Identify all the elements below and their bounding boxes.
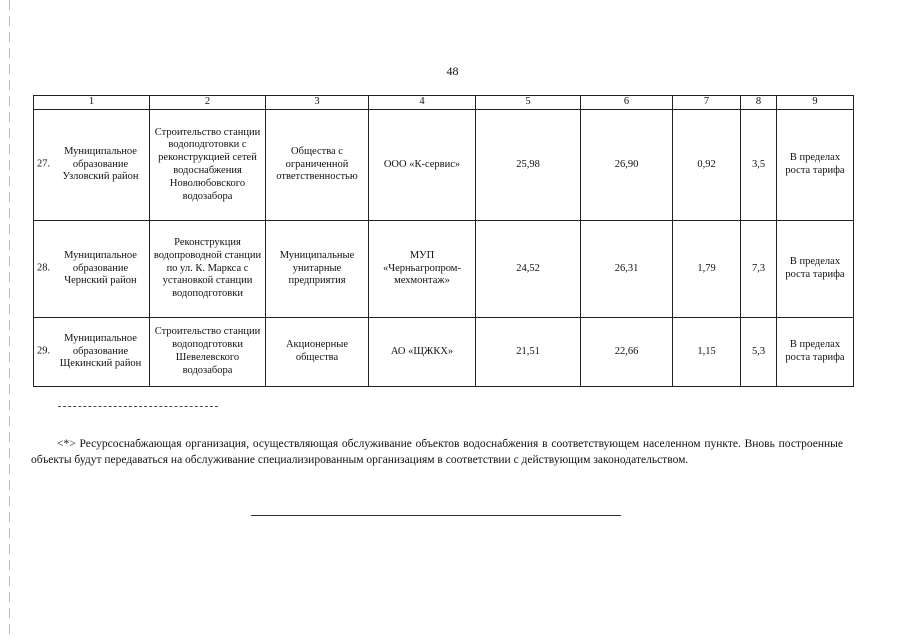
district-name: Муниципальное образование Щекинский район [59,332,142,370]
column-number: 8 [741,96,777,110]
column-number: 5 [476,96,581,110]
value-cell: 1,79 [673,221,741,318]
column-number: 1 [34,96,150,110]
org-form-cell: Муниципальные унитарные предприятия [266,221,369,318]
organization-cell: МУП «Черньагропром-мехмонтаж» [369,221,476,318]
district-cell [34,221,150,318]
value-cell: 0,92 [673,110,741,221]
table-row [34,110,854,221]
column-number-row [34,96,854,110]
row-number: 28. [37,262,51,274]
column-number: 2 [150,96,266,110]
organization-cell: ООО «К-сервис» [369,110,476,221]
column-number: 7 [673,96,741,110]
district-name: Муниципальное образование Узловский район [62,145,139,183]
value-cell: 21,51 [476,318,581,387]
value-cell: 26,31 [581,221,673,318]
note-cell: В пределах роста тарифа [777,318,854,387]
value-cell: 22,66 [581,318,673,387]
column-number: 6 [581,96,673,110]
value-cell: 1,15 [673,318,741,387]
district-name: Муниципальное образование Чернский район [64,249,137,287]
org-form-cell: Общества с ограниченной ответственностью [266,110,369,221]
value-cell: 7,3 [741,221,777,318]
note-cell: В пределах роста тарифа [777,221,854,318]
column-number: 3 [266,96,369,110]
project-cell: Строительство станции водоподготовки Шевелевского водозабора [150,318,266,387]
row-number: 29. [37,345,51,357]
column-number: 4 [369,96,476,110]
organization-cell: АО «ЩЖКХ» [369,318,476,387]
row-number: 27. [37,158,51,170]
page-number: 48 [446,64,459,78]
value-cell: 26,90 [581,110,673,221]
value-cell: 24,52 [476,221,581,318]
note-cell: В пределах роста тарифа [777,110,854,221]
project-cell: Строительство станции водоподготовки с реконструкцией сетей водоснабжения Новолюбовского водозабора [150,110,266,221]
table-row [34,221,854,318]
org-form-cell: Акционерные общества [266,318,369,387]
value-cell: 3,5 [741,110,777,221]
margin-dashed-line [9,0,10,640]
closing-rule [251,515,621,516]
column-number: 9 [777,96,854,110]
project-cell: Реконструкция водопроводной станции по ул. К. Маркса с установкой станции водоподготовки [150,221,266,318]
value-cell: 5,3 [741,318,777,387]
footnote-separator [58,406,218,407]
district-cell [34,110,150,221]
district-cell [34,318,150,387]
table-row [34,318,854,387]
value-cell: 25,98 [476,110,581,221]
tariff-table [33,95,854,387]
footnote [31,437,843,468]
footnote-text: <*> Ресурсоснабжающая организация, осуществляющая обслуживание объектов водоснабжения в соответствующем населенном пункте. Вновь построенные объекты будут передаваться на обслуживание специализированным организациям в соответствии с действующим законодательством. [31,438,843,466]
